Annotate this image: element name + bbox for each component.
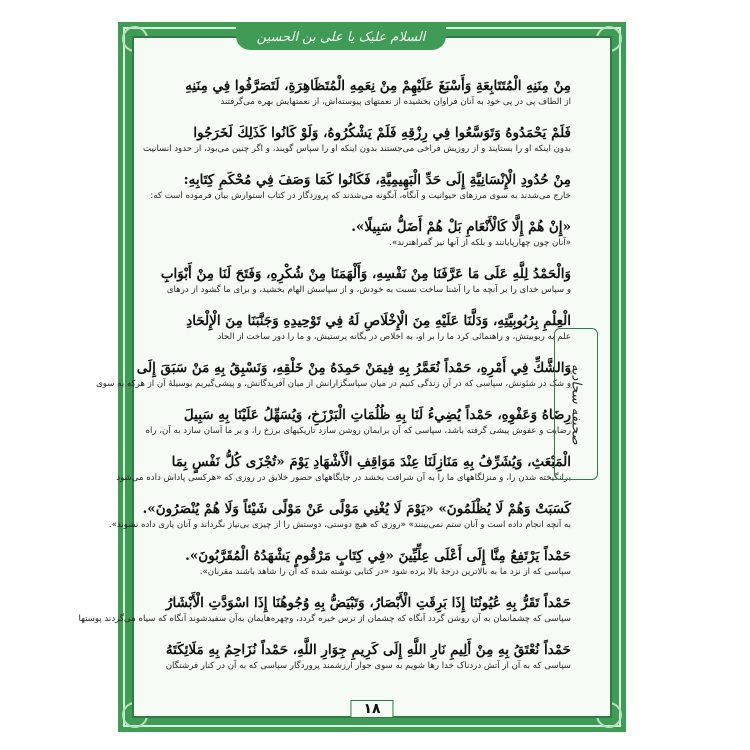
page-number: ۱۸ [350,700,393,718]
persian-translation-line: و شک در شئونش، سپاسی که در آن زندگی کنیم در میان سپاسگزارانش از میان آفریدگانش، و پیشی‌گیریم بوسیلهٔ آن از هرکه به سوی [96,379,571,389]
persian-translation-line: علم به ربوبیتش، و راهنمائی کرد ما را بر او، به اخلاص در یگانه پرستیش، و ما را دور ساخت از الحاد [217,332,571,342]
persian-translation-line: از الطاف پی در پی خود به آنان فراوان بخشیده از نعمتهای پیوسته‌اش، از نعمتهایش بهره می‌گرفتند [220,97,571,107]
text-panel [78,36,612,718]
arabic-verse-line: حَمْداً تَقَرُّ بِهِ عُيُونُنَا إِذَا بَرِقَتِ الْأَبْصَارُ، وَتَبْيَضُّ بِهِ وُجُوهُنَا إِذَا اسْوَدَّتِ الْأَبْشَارُ [165,595,571,611]
page-header: السلام علیک یا علی بن الحسین [236,24,446,50]
arabic-verse-line: فَلَمْ يَحْمَدُوهُ وَتَوَسَّعُوا فِي رِزْقِهِ فَلَمْ يَشْكُرُوهُ، وَلَوْ كَانُوا كَذَلِكَ لَخَرَجُوا [193,125,571,141]
persian-translation-line: بدون اینکه او را بستایند و از روزیش فراخی می‌جستند بدون اینکه او را سپاس گویند، و اگر چنین می‌بود، از حدود انسانیت [143,144,571,154]
persian-translation-line: سپاسی که چشمانمان به آن روشن گردد آنگاه که چشمان از ترس خیره گردد، وچهره‌هایمان به‌آن سفیدشوند آنگاه که سیاه می‌گردند پوستها [78,614,571,624]
prayer-text [78,76,571,711]
arabic-verse-line: حَمْداً نُعْتَقُ بِهِ مِنْ أَلِيمِ نَارِ اللَّهِ إِلَى كَرِيمِ جِوَارِ اللَّهِ، حَمْداً نُزَاحِمُ بِهِ مَلَائِكَتَهُ [165,642,571,658]
persian-translation-line: سپاسی که از نزد ما به بالاترین درجهٔ بالا برده شود «در کتابی نوشته شده که آن را شاهد باشند مقربان». [199,567,571,577]
arabic-verse-line: مِنْ حُدُودِ الْإِنْسَانِيَّةِ إِلَى حَدِّ الْبَهِيمِيَّةِ، فَكَانُوا كَمَا وَصَفَ فِي مُحْكَمِ كِتَابِهِ: [183,172,571,188]
arabic-verse-line: كَسَبَتْ وَهُمْ لَا يُظْلَمُونَ» «يَوْمَ لَا يُغْنِي مَوْلًى عَنْ مَوْلًى شَيْئاً وَلَا هُمْ يُنْصَرُونَ». [142,501,571,517]
arabic-verse-line: الْعِلْمِ بِرُبُوبِيَّتِهِ، وَدَلَّنَا عَلَيْهِ مِنَ الْإِخْلَاصِ لَهُ فِي تَوْحِيدِهِ وَجَنَّبَنَا مِنَ الْإِلْحَادِ [186,313,571,329]
persian-translation-line: رضایت و عفوش پیشی گرفته باشد، سپاسی که آن برایمان روشن سازد تاریکیهای برزخ را، و بر ما آسان سازد به آن، راه [145,426,571,436]
persian-translation-line: به آنچه انجام داده است و آنان ستم نمی‌بینند» «روزی که هیچ دوستی، دوستش را از چیزی بی‌نیاز نگرداند و آنان یاری داده نشوند». [108,520,571,530]
persian-translation-line: خارج می‌شدند به سوی مرزهای حیوانیت و آنگاه، آنگونه می‌شدند که پروردگار در کتاب استوارش بیان فرموده است که: [150,191,571,201]
book-page [78,22,626,732]
side-label-box [554,328,598,480]
arabic-verse-line: وَالشَّكِّ فِي أَمْرِهِ، حَمْداً نُعَمَّرُ بِهِ فِيمَنْ حَمِدَهُ مِنْ خَلْقِهِ، وَنَسْبِقُ بِهِ مَنْ سَبَقَ إِلَى [136,360,571,376]
arabic-verse-line: حَمْداً يَرْتَفِعُ مِنَّا إِلَى أَعْلَى عِلِّيِّينَ «فِي كِتَابٍ مَرْقُومٍ يَشْهَدُهُ الْمُقَرَّبُونَ». [185,548,571,564]
arabic-verse-line: رِضَاهُ وَعَفْوِهِ، حَمْداً يُضِيءُ لَنَا بِهِ ظُلُمَاتِ الْبَرْزَخِ، وَيُسَهِّلُ عَلَيْنَا بِهِ سَبِيلَ [183,407,571,423]
arabic-verse-line: مِنْ مِنَنِهِ الْمُتَتَابِعَةِ وَأَسْبَغَ عَلَيْهِمْ مِنْ نِعَمِهِ الْمُتَظَاهِرَةِ، لَتَصَرَّفُوا فِي مِنَنِهِ [185,78,571,94]
arabic-verse-line: الْمَبْعَثِ، وَيُشَرِّفُ بِهِ مَنَازِلَنَا عِنْدَ مَوَاقِفِ الْأَشْهَادِ يَوْمَ «تُجْزَى كُلُّ نَفْسٍ بِمَا [171,454,571,470]
side-label: صحیفه سجادیه [568,363,584,445]
arabic-verse-line: وَالْحَمْدُ لِلَّهِ عَلَى مَا عَرَّفَنَا مِنْ نَفْسِهِ، وَأَلْهَمَنَا مِنْ شُكْرِهِ، وَفَتَحَ لَنَا مِنْ أَبْوَابِ [160,266,571,282]
arabic-verse-line: «إِنْ هُمْ إِلَّا كَالْأَنْعَامِ بَلْ هُمْ أَضَلُّ سَبِيلًا». [351,219,571,235]
persian-translation-line: سپاسی که به آن از آتش دردناک خدا رها شویم به سوی جوار ارزشمند پروردگار سپاسی که به آن در کنار فرشتگان [165,661,571,671]
persian-translation-line: برانگیخته شدن را، و منزلگاههای ما را به آن شرافت بخشد در جایگاههای حضور خلایق در روزی که «هرکسی پاداش داده می‌شود [116,473,571,483]
persian-translation-line: «آنان چون چهارپایانند و بلکه از آنها نیز گمراهترند». [389,238,571,248]
persian-translation-line: و سپاس خدای را بر آنچه ما را آشنا ساخت نسبت به خودش، و از سپاسش الهام بخشید، و برای ما گشود از درهای [166,285,571,295]
